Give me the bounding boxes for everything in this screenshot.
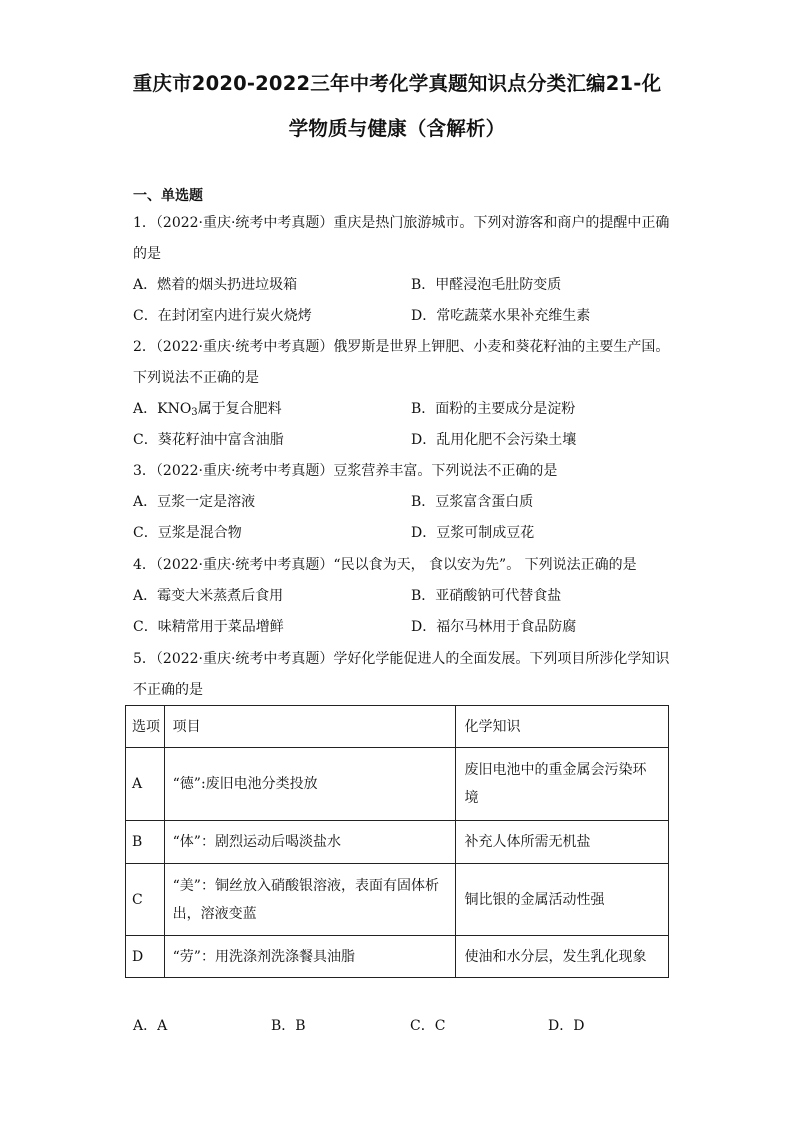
question-4-stem: 4．（2022·重庆·统考中考真题）“民以食为天， 食以安为先”。 下列说法正确的是 — [133, 557, 637, 573]
question-1-stem: 1．（2022·重庆·统考中考真题）重庆是热门旅游城市。下列对游客和商户的提醒中正确 — [133, 215, 670, 231]
question-4-option-b: B．亚硝酸钠可代替食盐 — [411, 588, 562, 604]
question-5-option-a: A．A — [133, 1018, 168, 1034]
table-header-cell: 选项 — [126, 706, 165, 748]
table-cell: B — [126, 821, 165, 864]
document-title-line-1: 重庆市2020-2022三年中考化学真题知识点分类汇编21-化 — [132, 72, 662, 95]
table-cell: C — [126, 864, 165, 936]
question-5-table — [125, 705, 669, 978]
question-3-option-c: C．豆浆是混合物 — [133, 525, 242, 541]
table-header-row — [126, 706, 669, 748]
document-title-line-2: 学物质与健康（含解析） — [288, 117, 506, 140]
table-header-cell: 项目 — [164, 706, 456, 748]
question-5-stem: 5．（2022·重庆·统考中考真题）学好化学能促进人的全面发展。下列项目所涉化学知识 — [133, 651, 670, 667]
section-heading: 一、单选题 — [133, 188, 203, 204]
question-5-option-c: C．C — [410, 1018, 446, 1034]
table-cell: 使油和水分层，发生乳化现象 — [456, 936, 669, 978]
question-5-stem-cont: 不正确的是 — [133, 682, 203, 698]
question-2-option-d: D．乱用化肥不会污染土壤 — [411, 432, 577, 448]
question-1-stem-cont: 的是 — [133, 246, 161, 262]
table-cell: “美”：铜丝放入硝酸银溶液，表面有固体析出，溶液变蓝 — [164, 864, 456, 936]
question-4-option-c: C．味精常用于菜品增鲜 — [133, 619, 284, 635]
table-row — [126, 748, 669, 821]
question-4-option-d: D．福尔马林用于食品防腐 — [411, 619, 577, 635]
formula-subscript: 3 — [191, 407, 198, 418]
question-1-option-a: A．燃着的烟头扔进垃圾箱 — [133, 277, 298, 293]
table-cell: A — [126, 748, 165, 821]
question-2-stem-cont: 下列说法不正确的是 — [133, 370, 259, 386]
table-cell: “体”：剧烈运动后喝淡盐水 — [164, 821, 456, 864]
question-5-option-d: D．D — [548, 1018, 585, 1034]
question-2-stem: 2．（2022·重庆·统考中考真题）俄罗斯是世界上钾肥、小麦和葵花籽油的主要生产国。 — [133, 339, 670, 355]
option-a-formula: A．KNO — [133, 401, 192, 417]
question-3-option-b: B．豆浆富含蛋白质 — [411, 494, 534, 510]
question-1-option-b: B．甲醛浸泡毛肚防变质 — [411, 277, 562, 293]
question-1-option-c: C．在封闭室内进行炭火烧烤 — [133, 308, 312, 324]
question-3-option-a: A．豆浆一定是溶液 — [133, 494, 256, 510]
table-row — [126, 864, 669, 936]
table-cell: “德”:废旧电池分类投放 — [164, 748, 456, 821]
table-row — [126, 936, 669, 978]
question-2-option-a — [133, 400, 282, 418]
table-cell: 铜比银的金属活动性强 — [456, 864, 669, 936]
question-5-option-b: B．B — [271, 1018, 306, 1034]
table-cell: D — [126, 936, 165, 978]
table-cell: “劳”：用洗涤剂洗涤餐具油脂 — [164, 936, 456, 978]
question-2-option-c: C．葵花籽油中富含油脂 — [133, 432, 284, 448]
question-3-stem: 3．（2022·重庆·统考中考真题）豆浆营养丰富。下列说法不正确的是 — [133, 463, 558, 479]
table-cell: 废旧电池中的重金属会污染环境 — [456, 748, 669, 821]
table-cell: 补充人体所需无机盐 — [456, 821, 669, 864]
table-row — [126, 821, 669, 864]
table-header-cell: 化学知识 — [456, 706, 669, 748]
option-a-text: 属于复合肥料 — [197, 401, 282, 417]
question-3-option-d: D．豆浆可制成豆花 — [411, 525, 535, 541]
question-4-option-a: A．霉变大米蒸煮后食用 — [133, 588, 284, 604]
question-1-option-d: D．常吃蔬菜水果补充维生素 — [411, 308, 591, 324]
question-2-option-b: B．面粉的主要成分是淀粉 — [411, 401, 576, 417]
